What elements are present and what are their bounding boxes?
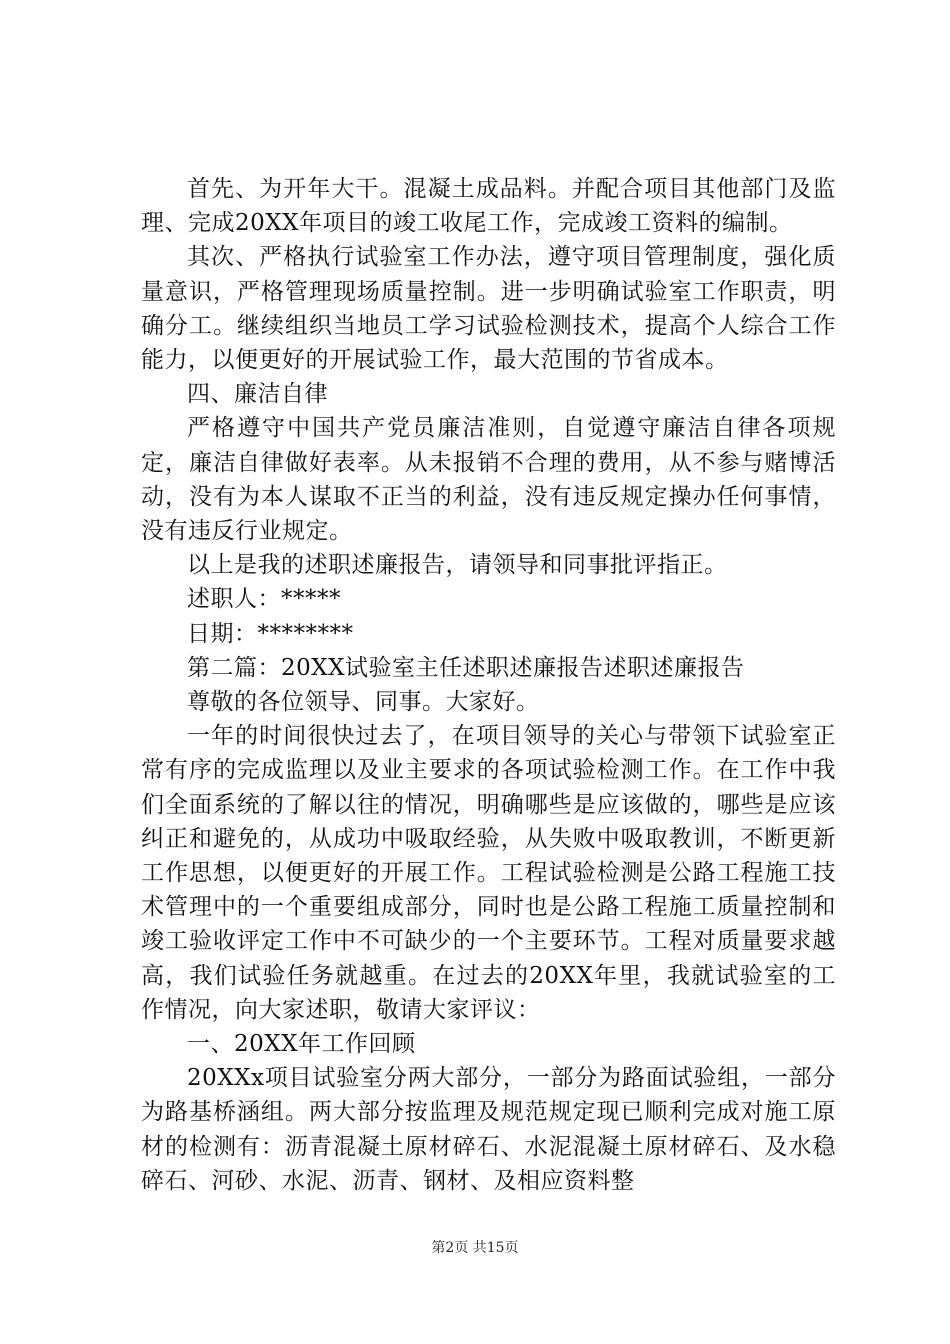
reporter-line: 述职人：***** [187,586,341,613]
paragraph-closing-work: 首先、为开年大干。混凝土成品料。并配合项目其他部门及监理、完成20XX年项目的竣工收尾工作，完成竣工资料的编制。 [141,176,836,237]
section-heading-integrity: 四、廉洁自律 [187,381,328,408]
paragraph-year-review: 一年的时间很快过去了，在项目领导的关心与带领下试验室正常有序的完成监理以及业主要求的各项试验检测工作。在工作中我们全面系统的了解以往的情况，明确哪些是应该做的，哪些是应该纠正和避免的，从成功中吸取经验，从失败中吸取教训，不断更新工作思想，以便更好的开展工作。工程试验检测是公路工程施工技术管理中的一个重要组成部分，同时也是公路工程施工质量控制和竣工验收评定工作中不可缺少的一个主要环节。工程对质量要求越高，我们试验任务就越重。在过去的20XX年里，我就试验室的工作情况，向大家述职，敬请大家评议： [141,723,836,1023]
paragraph-lab-structure: 20XXx项目试验室分两大部分，一部分为路面试验组，一部分为路基桥涵组。两大部分按监理及规范规定现已顺利完成对施工原材的检测有：沥青混凝土原材碎石、水泥混凝土原材碎石、及水稳碎石、河砂、水泥、沥青、钢材、及相应资料整 [141,1065,836,1194]
date-line: 日期：******** [187,620,354,647]
paragraph-lab-management: 其次、严格执行试验室工作办法，遵守项目管理制度，强化质量意识，严格管理现场质量控制。进一步明确试验室工作职责，明确分工。继续组织当地员工学习试验检测技术，提高个人综合工作能力，以便更好的开展试验工作，最大范围的节省成本。 [141,244,836,374]
document-body [141,172,836,1198]
paragraph-report-closing: 以上是我的述职述廉报告，请领导和同事批评指正。 [187,552,728,579]
salutation: 尊敬的各位领导、同事。大家好。 [187,689,540,716]
page-footer: 第2页 共15页 [431,1240,519,1256]
chapter-heading: 第二篇：20XX试验室主任述职述廉报告述职述廉报告 [187,654,745,681]
section-heading-work-review: 一、20XX年工作回顾 [187,1031,416,1058]
paragraph-integrity: 严格遵守中国共产党员廉洁准则，自觉遵守廉洁自律各项规定，廉洁自律做好表率。从未报销不合理的费用，从不参与赌博活动，没有为本人谋取不正当的利益，没有违反规定操办任何事情，没有违反行业规定。 [141,415,836,545]
